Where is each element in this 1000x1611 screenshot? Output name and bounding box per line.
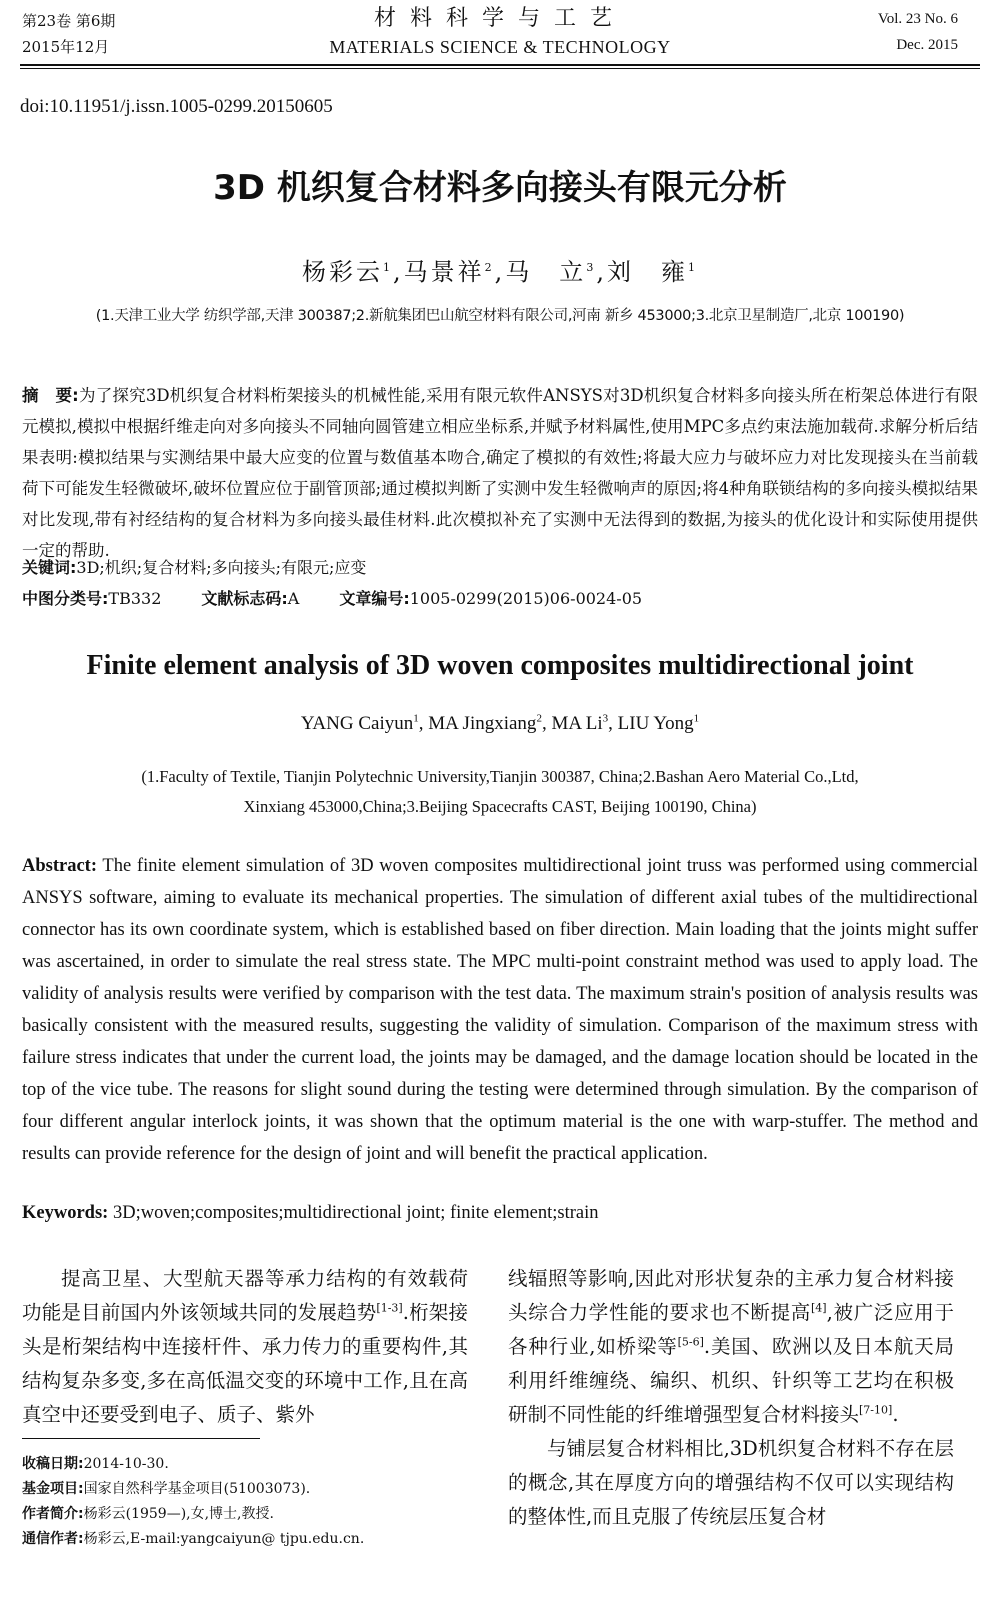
page-title-cn: 3D 机织复合材料多向接头有限元分析 [213, 168, 787, 208]
keywords-en-text: 3D;woven;composites;multidirectional joint; finite element;strain [112, 1203, 599, 1223]
author-sup: 3 [602, 712, 609, 725]
footnote-label: 收稿日期: [22, 1456, 84, 1472]
keywords-en [22, 1203, 598, 1224]
journal-name-en: MATERIALS SCIENCE & TECHNOLOGY [329, 37, 671, 57]
footnote-text: 杨彩云,E-mail:yangcaiyun@ tjpu.edu.cn. [83, 1531, 365, 1547]
header-right [878, 6, 958, 58]
footnote-label: 基金项目: [22, 1481, 84, 1497]
affiliations-cn: (1.天津工业大学 纺织学部,天津 300387;2.新航集团巴山航空材料有限公司,河南 新乡 453000;3.北京卫星制造厂,北京 100190) [95, 308, 905, 324]
article-number-label: 文章编号: [339, 589, 410, 608]
keywords-cn-text: 3D;机织;复合材料;多向接头;有限元;应变 [76, 558, 367, 577]
body-paragraph: 与铺层复合材料相比,3D机织复合材料不存在层的概念,其在厚度方向的增强结构不仅可以实现结构的整体性,而且克服了传统层压复合材 [508, 1437, 954, 1528]
abstract-en-text: The finite element simulation of 3D woven composites multidirectional joint truss was performed using commercial ANSYS software, aiming to evaluate its mechanical properties. The simulation of different axial tubes of the multidirectional connector has its own coordinate system, which is established based on fiber direction. Main loading that the joints might suffer was ascertained, in order to simulate the real stress state. The MPC multi-point constraint method was used to apply load. The validity of analysis results were verified by comparison with the test data. The maximum strain's position of analysis results was basically consistent with the measured results, suggesting the validity of simulation. Comparison of the maximum stress with failure stress indicates that under the current load, the joints may be damaged, and the damage location should be located in the top of the vice tube. The reasons for slight sound during the testing were determined through simulation. By the comparison of four different angular interlock joints, it was shown that the optimum material is the one with warp-stuffer. The method and results can provide reference for the design of joint and will benefit the practical application. [22, 856, 978, 1164]
body-text: 提高卫星、大型航天器等承力结构的有效载荷功能是目前国内外该领域共同的发展趋势 [22, 1267, 468, 1324]
abstract-cn [22, 380, 978, 566]
author-name: 杨彩云 [302, 258, 384, 286]
body-paragraph [22, 1262, 468, 1432]
authors-en: YANG Caiyun$^1$, MA Jingxiang$^2$, MA Li$^3$, LIU Yong$^1$ [300, 712, 700, 734]
header-center [300, 4, 700, 60]
author-name: LIU Yong [617, 713, 694, 734]
author-name: MA Jingxiang [428, 713, 537, 734]
abstract-en [22, 850, 978, 1170]
body-text: . [892, 1403, 899, 1426]
author-name: 马景祥 [403, 258, 485, 286]
author-name: 马 立 [505, 258, 587, 286]
body-column-right [508, 1262, 954, 1534]
footnote-author-bio [22, 1502, 364, 1527]
footnote-rule [22, 1438, 260, 1439]
clc-value: TB332 [108, 589, 162, 608]
footnote-label: 通信作者: [22, 1531, 84, 1547]
citation: [7-10] [859, 1403, 893, 1417]
author-name: YANG Caiyun [300, 713, 414, 734]
body-text: ,被广泛应用于各种行业,如桥梁等 [508, 1301, 954, 1358]
authors-cn: 杨彩云$^1$,马景祥$^2$,马 立$^3$,刘 雍$^1$ [302, 258, 698, 286]
affiliations-en: (1.Faculty of Textile, Tianjin Polytechnic University,Tianjin 300387, China;2.Bashan Aero Material Co.,Ltd, Xinxiang 453000,China;3.Beijing Spacecrafts CAST, Beijing 100190, China) [141, 767, 859, 816]
footnote-text: 杨彩云(1959—),女,博士,教授. [83, 1506, 274, 1522]
date-cn: 2015年12月 [22, 38, 110, 56]
author-sup: 3 [586, 261, 597, 274]
classification-cn [22, 586, 642, 609]
header-rule-thin [20, 68, 980, 69]
keywords-cn-label: 关键词: [22, 558, 77, 577]
clc-label: 中图分类号: [22, 589, 109, 608]
volume-issue-cn: 第23卷 第6期 [22, 12, 116, 30]
page-title-en: Finite element analysis of 3D woven composites multidirectional joint [86, 650, 914, 681]
abstract-cn-label: 摘 要: [22, 386, 79, 405]
header-rule-thick [20, 64, 980, 66]
author-sup: 1 [687, 261, 698, 274]
citation: [4] [811, 1301, 827, 1315]
author-sup: 2 [484, 261, 495, 274]
journal-name-cn: 材料科学与工艺 [373, 6, 626, 31]
keywords-en-label: Keywords: [22, 1203, 109, 1223]
abstract-en-label: Abstract: [22, 856, 98, 876]
volume-issue-en: Vol. 23 No. 6 [877, 11, 958, 27]
keywords-cn [22, 555, 366, 578]
author-name: MA Li [551, 713, 603, 734]
footnote-text: 国家自然科学基金项目(51003073). [83, 1481, 311, 1497]
article-number-value: 1005-0299(2015)06-0024-05 [409, 589, 643, 608]
author-sup: 1 [383, 261, 394, 274]
footnote-corresponding [22, 1527, 364, 1552]
body-paragraph [508, 1262, 954, 1432]
doc-code-label: 文献标志码: [201, 589, 288, 608]
author-sup: 1 [693, 712, 700, 725]
body-text: .桁架接头是桁架结构中连接杆件、承力传力的重要构件,其结构复杂多变,多在高低温交变的环境中工作,且在高真空中还要受到电子、质子、紫外 [22, 1301, 468, 1426]
citation: [1-3] [376, 1301, 403, 1315]
body-text: .美国、欧洲以及日本航天局利用纤维缠绕、编织、机织、针织等工艺均在积极研制不同性能的纤维增强型复合材料接头 [508, 1335, 955, 1426]
date-en: Dec. 2015 [896, 37, 958, 53]
header-left [22, 8, 115, 60]
doc-code-value: A [287, 589, 300, 608]
footnote-funding [22, 1477, 364, 1502]
citation: [5-6] [677, 1335, 704, 1349]
body-column-left [22, 1262, 468, 1432]
footnote-label: 作者简介: [22, 1506, 84, 1522]
footnote-received [22, 1452, 364, 1477]
doi: doi:10.11951/j.issn.1005-0299.20150605 [20, 96, 333, 117]
author-name: 刘 雍 [606, 258, 688, 286]
author-sup: 1 [413, 712, 419, 725]
body-text: 线辐照等影响,因此对形状复杂的主承力复合材料接头综合力学性能的要求也不断提高 [508, 1267, 954, 1324]
abstract-cn-text: 为了探究3D机织复合材料桁架接头的机械性能,采用有限元软件ANSYS对3D机织复合材料多向接头所在桁架总体进行有限元模拟,模拟中根据纤维走向对多向接头不同轴向圆管建立相应坐标系,并赋予材料属性,使用MPC多点约束法施加载荷.求解分析后结果表明:模拟结果与实测结果中最大应变的位置与数值基本吻合,确定了模拟的有效性;将最大应力与破坏应力对比发现接头在当前载荷下可能发生轻微破坏,破坏位置应位于副管顶部;通过模拟判断了实测中发生轻微响声的原因;将4种角联锁结构的多向接头模拟结果对比发现,带有衬经结构的复合材料为多向接头最佳材料.此次模拟补充了实测中无法得到的数据,为接头的优化设计和实际使用提供一定的帮助. [22, 386, 978, 560]
footnotes [22, 1452, 364, 1552]
author-sup: 2 [536, 712, 542, 725]
footnote-text: 2014-10-30. [83, 1456, 169, 1472]
